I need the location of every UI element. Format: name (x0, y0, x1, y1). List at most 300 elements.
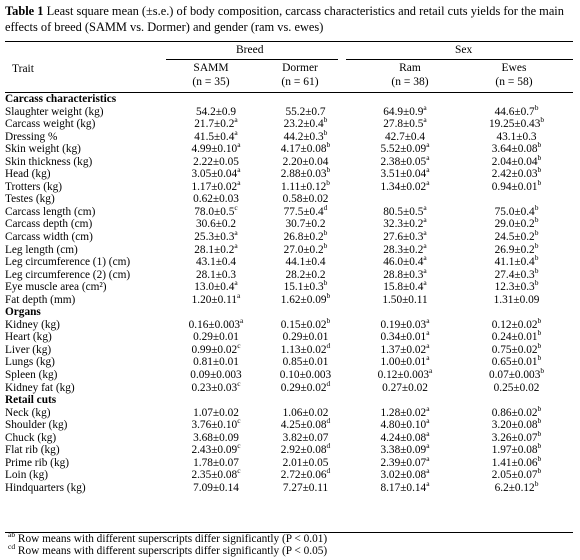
trait-cell: Head (kg) (5, 168, 51, 181)
footnote-cd (8, 542, 328, 557)
trait-cell: Carcass length (cm) (5, 205, 96, 218)
value-text: 30.7±0.2 (285, 218, 326, 231)
superscript: a (423, 215, 427, 225)
superscript: b (537, 454, 542, 464)
superscript: d (326, 441, 331, 451)
value-cell (460, 441, 573, 457)
superscript: a (426, 178, 430, 188)
table-row (5, 457, 573, 470)
value-cell (350, 479, 460, 495)
footnote-ab (8, 530, 328, 545)
trait-cell: Slaughter weight (kg) (5, 105, 104, 118)
table-caption (5, 3, 573, 35)
value-cell (261, 482, 350, 495)
value-text: 1.62±0.09 (280, 293, 327, 306)
value-text: 43.1±0.3 (496, 130, 537, 143)
value-cell (350, 165, 460, 181)
superscript: b (326, 165, 331, 175)
value-cell (350, 454, 460, 470)
superscript: a (234, 278, 238, 288)
footnote-cd-marker: cd (8, 542, 16, 552)
superscript: a (426, 152, 430, 162)
trait-cell: Neck (kg) (5, 406, 51, 419)
value-text: 28.2±0.2 (285, 268, 326, 281)
value-text: 2.92±0.08 (280, 444, 327, 457)
table-row (5, 469, 573, 482)
trait-cell: Carcass weight (kg) (5, 118, 96, 131)
value-cell (350, 102, 460, 119)
value-cell (171, 218, 261, 231)
value-cell (350, 265, 460, 282)
superscript: b (537, 466, 542, 476)
value-text: 0.58±0.02 (282, 193, 329, 206)
superscript: a (237, 165, 241, 175)
superscript: a (237, 140, 241, 150)
value-cell (460, 366, 573, 382)
superscript: b (540, 115, 545, 125)
value-cell (261, 106, 350, 119)
trait-cell: Prime rib (kg) (5, 456, 70, 469)
value-text: 3.82±0.07 (282, 431, 329, 444)
value-cell (261, 278, 350, 294)
value-text: 0.12±0.02 (491, 318, 538, 331)
value-cell (350, 341, 460, 357)
value-cell (350, 152, 460, 169)
caption-label: Table 1 (5, 4, 44, 18)
value-cell (460, 215, 573, 231)
value-text: 0.27±0.02 (382, 381, 428, 394)
value-cell (460, 403, 573, 420)
superscript: b (537, 353, 542, 363)
value-text: 2.20±0.04 (282, 155, 329, 168)
value-text: 27.4±0.3 (494, 268, 535, 281)
value-cell (350, 429, 460, 445)
superscript: a (236, 290, 241, 300)
superscript: a (423, 115, 427, 125)
superscript: b (534, 253, 539, 263)
trait-cell: Hindquarters (kg) (5, 481, 86, 494)
value-text: 0.65±0.01 (491, 356, 538, 369)
superscript: b (323, 228, 328, 238)
value-cell (171, 316, 261, 332)
value-text: 4.25±0.08 (280, 419, 327, 432)
value-text: 44.1±0.4 (285, 256, 326, 269)
value-text: 8.17±0.14 (380, 481, 427, 494)
value-text: 3.64±0.08 (491, 143, 538, 156)
value-text: 0.09±0.003 (190, 369, 242, 382)
superscript: c (237, 416, 241, 426)
sex-rule (346, 59, 573, 60)
trait-cell: Leg length (cm) (5, 243, 78, 256)
value-cell (460, 193, 573, 206)
table-row (5, 482, 573, 495)
trait-cell: Kidney fat (kg) (5, 381, 75, 394)
value-text: 3.02±0.08 (380, 469, 427, 482)
value-cell (350, 178, 460, 194)
superscript: a (426, 429, 430, 438)
value-text: 0.29±0.02 (280, 381, 327, 394)
header-ewes: Ewes (501, 62, 527, 74)
value-text: 3.76±0.10 (191, 419, 238, 432)
value-cell (460, 178, 573, 194)
trait-cell: Heart (kg) (5, 331, 52, 344)
value-cell (261, 432, 350, 445)
trait-cell: Fat depth (mm) (5, 293, 76, 306)
value-text: 21.7±0.2 (194, 118, 235, 131)
value-cell (261, 356, 350, 369)
value-text: 2.01±0.05 (282, 456, 329, 469)
superscript: b (537, 165, 542, 175)
superscript: b (537, 441, 542, 451)
value-cell (171, 165, 261, 181)
value-text: 44.2±0.3 (283, 130, 324, 143)
value-cell (460, 341, 573, 357)
value-cell (460, 294, 573, 307)
value-text: 3.20±0.08 (491, 419, 538, 432)
superscript: b (537, 416, 542, 426)
value-text: 13.0±0.4 (194, 281, 235, 294)
superscript: d (326, 466, 331, 476)
value-text: 0.24±0.01 (491, 331, 538, 344)
value-cell (350, 466, 460, 482)
value-cell (350, 294, 460, 307)
value-text: 28.3±0.2 (383, 243, 424, 256)
value-text: 44.6±0.7 (494, 105, 535, 118)
value-text: 2.42±0.03 (491, 168, 538, 181)
trait-cell: Leg circumference (1) (cm) (5, 256, 131, 269)
value-cell (460, 140, 573, 156)
value-text: 6.2±0.12 (494, 481, 535, 494)
value-cell (261, 218, 350, 231)
value-cell (261, 416, 350, 432)
superscript: b (323, 240, 328, 250)
value-cell (171, 127, 261, 144)
value-cell (171, 178, 261, 194)
header-trait: Trait (12, 63, 34, 75)
value-text: 0.86±0.02 (491, 406, 538, 419)
value-cell (460, 429, 573, 445)
superscript: a (426, 165, 430, 175)
superscript: b (534, 102, 539, 112)
value-cell (350, 416, 460, 432)
value-text: 54.2±0.9 (195, 105, 237, 118)
superscript: a (423, 102, 427, 112)
value-text: 3.51±0.04 (380, 168, 427, 181)
value-text: 55.2±0.7 (285, 105, 326, 118)
superscript: b (326, 140, 331, 150)
value-text: 2.39±0.07 (380, 456, 427, 469)
table-row (5, 356, 573, 369)
value-text: 3.26±0.07 (491, 431, 538, 444)
value-cell (460, 328, 573, 344)
section-row (5, 394, 573, 407)
superscript: b (537, 341, 542, 351)
value-cell (350, 253, 460, 269)
value-cell (171, 269, 261, 282)
value-text: 0.29±0.01 (193, 331, 239, 344)
value-text: 27.0±0.2 (283, 243, 324, 256)
value-text: 1.31±0.09 (493, 293, 540, 306)
value-cell (171, 356, 261, 369)
superscript: c (237, 378, 241, 388)
header-sex: Sex (455, 44, 473, 56)
value-text: 15.8±0.4 (383, 281, 424, 294)
value-text: 46.0±0.4 (383, 256, 424, 269)
table-row (5, 419, 573, 432)
value-text: 27.8±0.5 (383, 118, 424, 131)
value-text: 0.85±0.01 (282, 356, 329, 369)
value-text: 64.9±0.9 (383, 105, 424, 118)
trait-cell: Eye muscle area (cm²) (5, 281, 107, 294)
superscript: b (537, 328, 542, 338)
value-text: 41.5±0.4 (194, 130, 235, 143)
header-dormer-n: (n = 61) (281, 76, 319, 88)
value-cell (460, 203, 573, 219)
superscript: a (423, 265, 427, 275)
breed-rule (166, 59, 338, 60)
superscript: a (426, 479, 430, 489)
value-text: 2.38±0.05 (380, 155, 427, 168)
value-text: 3.38±0.09 (380, 444, 427, 457)
table-row (5, 407, 573, 420)
value-text: 4.99±0.10 (191, 143, 238, 156)
value-cell (171, 341, 261, 357)
value-cell (261, 127, 350, 144)
superscript: b (537, 429, 542, 438)
trait-cell: Liver (kg) (5, 343, 52, 356)
value-cell (261, 457, 350, 470)
value-text: 0.12±0.003 (377, 369, 430, 382)
value-cell (171, 432, 261, 445)
value-cell (261, 316, 350, 332)
value-text: 4.17±0.08 (280, 143, 327, 156)
value-cell (171, 331, 261, 344)
value-text: 1.00±0.01 (380, 356, 427, 369)
value-cell (350, 382, 460, 395)
section-title: Carcass characteristics (5, 93, 117, 105)
section-row (5, 93, 573, 106)
superscript: a (423, 253, 427, 263)
value-text: 1.07±0.02 (193, 406, 239, 419)
superscript: d (326, 378, 331, 388)
value-cell (171, 240, 261, 257)
table-row (5, 369, 573, 382)
superscript: c (237, 341, 241, 351)
value-cell (171, 407, 261, 420)
value-cell (460, 479, 573, 495)
value-text: 1.20±0.11 (191, 293, 237, 306)
value-cell (460, 240, 573, 257)
value-text: 26.8±0.2 (283, 231, 324, 244)
value-cell (171, 156, 261, 169)
superscript: b (537, 178, 542, 188)
header-ram: Ram (399, 62, 421, 74)
value-text: 23.2±0.4 (283, 118, 324, 131)
caption-text: Least square mean (±s.e.) of body composition, carcass characteristics and retail cuts yields for the main effects of breed (SAMM vs. Dormer) and gender (ram vs. ewes) (5, 4, 564, 34)
superscript: b (326, 178, 331, 188)
value-cell (350, 441, 460, 457)
value-text: 1.17±0.02 (191, 180, 238, 193)
value-text: 29.0±0.2 (494, 218, 535, 231)
section-title: Retail cuts (5, 394, 57, 407)
table-row (5, 344, 573, 357)
value-cell (261, 156, 350, 169)
value-cell (261, 193, 350, 206)
footnote-cd-text: Row means with different superscripts differ significantly (P < 0.05) (17, 545, 328, 557)
header-breed: Breed (236, 44, 264, 56)
table-row (5, 156, 573, 169)
superscript: a (237, 178, 241, 188)
superscript: a (423, 228, 427, 238)
value-cell (171, 228, 261, 244)
value-cell (350, 328, 460, 344)
value-cell (261, 228, 350, 244)
value-cell (261, 269, 350, 282)
superscript: b (537, 152, 542, 162)
value-cell (171, 256, 261, 269)
superscript: c (237, 441, 241, 451)
table-row (5, 319, 573, 332)
value-text: 19.25±0.43 (488, 118, 541, 131)
table-row (5, 244, 573, 257)
superscript: b (534, 203, 539, 213)
table-row (5, 432, 573, 445)
value-text: 80.5±0.5 (383, 205, 424, 218)
superscript: d (326, 341, 331, 351)
value-text: 2.35±0.08 (191, 469, 238, 482)
value-text: 3.05±0.04 (191, 168, 238, 181)
value-text: 1.50±0.11 (382, 293, 428, 306)
value-cell (171, 369, 261, 382)
value-text: 3.68±0.09 (193, 431, 239, 444)
table-row (5, 382, 573, 395)
value-cell (261, 290, 350, 307)
superscript: c (237, 466, 241, 476)
value-cell (460, 265, 573, 282)
table-row (5, 118, 573, 131)
value-text: 2.05±0.07 (491, 469, 538, 482)
superscript: b (534, 240, 539, 250)
table-row (5, 168, 573, 181)
superscript: a (426, 140, 430, 150)
table-row (5, 181, 573, 194)
superscript: a (423, 278, 427, 288)
value-cell (350, 140, 460, 156)
value-cell (261, 203, 350, 219)
value-text: 1.97±0.08 (491, 444, 538, 457)
superscript: a (234, 115, 238, 125)
trait-cell: Flat rib (kg) (5, 444, 60, 457)
value-text: 2.72±0.06 (280, 469, 327, 482)
value-text: 30.6±0.2 (195, 218, 237, 231)
trait-cell: Chuck (kg) (5, 431, 57, 444)
value-cell (171, 416, 261, 432)
header-ewes-n: (n = 58) (495, 76, 533, 88)
value-text: 77.5±0.4 (283, 205, 324, 218)
value-text: 15.1±0.3 (283, 281, 324, 294)
superscript: a (426, 416, 430, 426)
value-cell (350, 228, 460, 244)
value-text: 5.52±0.09 (380, 143, 427, 156)
superscript: b (323, 278, 328, 288)
value-cell (460, 353, 573, 369)
trait-cell: Carcass depth (cm) (5, 218, 93, 231)
superscript: b (534, 228, 539, 238)
value-cell (171, 441, 261, 457)
superscript: d (326, 416, 331, 426)
value-text: 2.43±0.09 (191, 444, 238, 457)
superscript: b (326, 290, 331, 300)
value-cell (460, 454, 573, 470)
value-cell (171, 115, 261, 131)
table-row (5, 193, 573, 206)
table-row (5, 143, 573, 156)
value-text: 28.8±0.3 (383, 268, 424, 281)
value-cell (171, 278, 261, 294)
trait-cell: Dressing % (5, 130, 58, 143)
value-text: 0.81±0.01 (193, 356, 239, 369)
value-cell (171, 378, 261, 395)
section-row (5, 306, 573, 319)
value-cell (350, 353, 460, 369)
value-cell (460, 466, 573, 482)
value-cell (350, 366, 460, 382)
value-text: 1.37±0.02 (380, 343, 427, 356)
value-cell (460, 165, 573, 181)
table-row (5, 444, 573, 457)
trait-cell: Carcass width (cm) (5, 231, 93, 244)
superscript: a (423, 240, 427, 250)
value-cell (261, 165, 350, 181)
superscript: c (234, 203, 238, 213)
value-cell (350, 215, 460, 231)
superscript: a (426, 316, 430, 326)
value-text: 0.19±0.03 (380, 318, 427, 331)
value-cell (261, 378, 350, 395)
value-cell (171, 203, 261, 219)
data-table (5, 93, 573, 495)
table-row (5, 269, 573, 282)
value-text: 2.88±0.03 (280, 168, 327, 181)
superscript: a (240, 316, 244, 326)
value-cell (350, 278, 460, 294)
value-text: 2.22±0.05 (193, 155, 239, 168)
value-cell (350, 316, 460, 332)
value-text: 78.0±0.5 (194, 205, 235, 218)
value-cell (261, 341, 350, 357)
value-text: 42.7±0.4 (384, 130, 426, 143)
table-row (5, 331, 573, 344)
value-cell (261, 140, 350, 156)
value-cell (171, 466, 261, 482)
value-text: 1.06±0.02 (282, 406, 329, 419)
section-title: Organs (5, 306, 41, 319)
footnote-ab-text: Row means with different superscripts differ significantly (P < 0.01) (17, 533, 328, 545)
value-text: 28.1±0.3 (195, 268, 237, 281)
trait-cell: Loin (kg) (5, 469, 48, 482)
value-text: 1.34±0.02 (380, 180, 427, 193)
value-text: 4.80±0.10 (380, 419, 427, 432)
value-text: 1.11±0.12 (280, 180, 327, 193)
table-row (5, 131, 573, 144)
value-text: 0.23±0.03 (191, 381, 238, 394)
table-row (5, 206, 573, 219)
value-cell (261, 256, 350, 269)
value-text: 0.07±0.003 (488, 369, 541, 382)
table-row (5, 231, 573, 244)
value-text: 0.29±0.01 (282, 331, 329, 344)
value-text: 75.0±0.4 (494, 205, 535, 218)
